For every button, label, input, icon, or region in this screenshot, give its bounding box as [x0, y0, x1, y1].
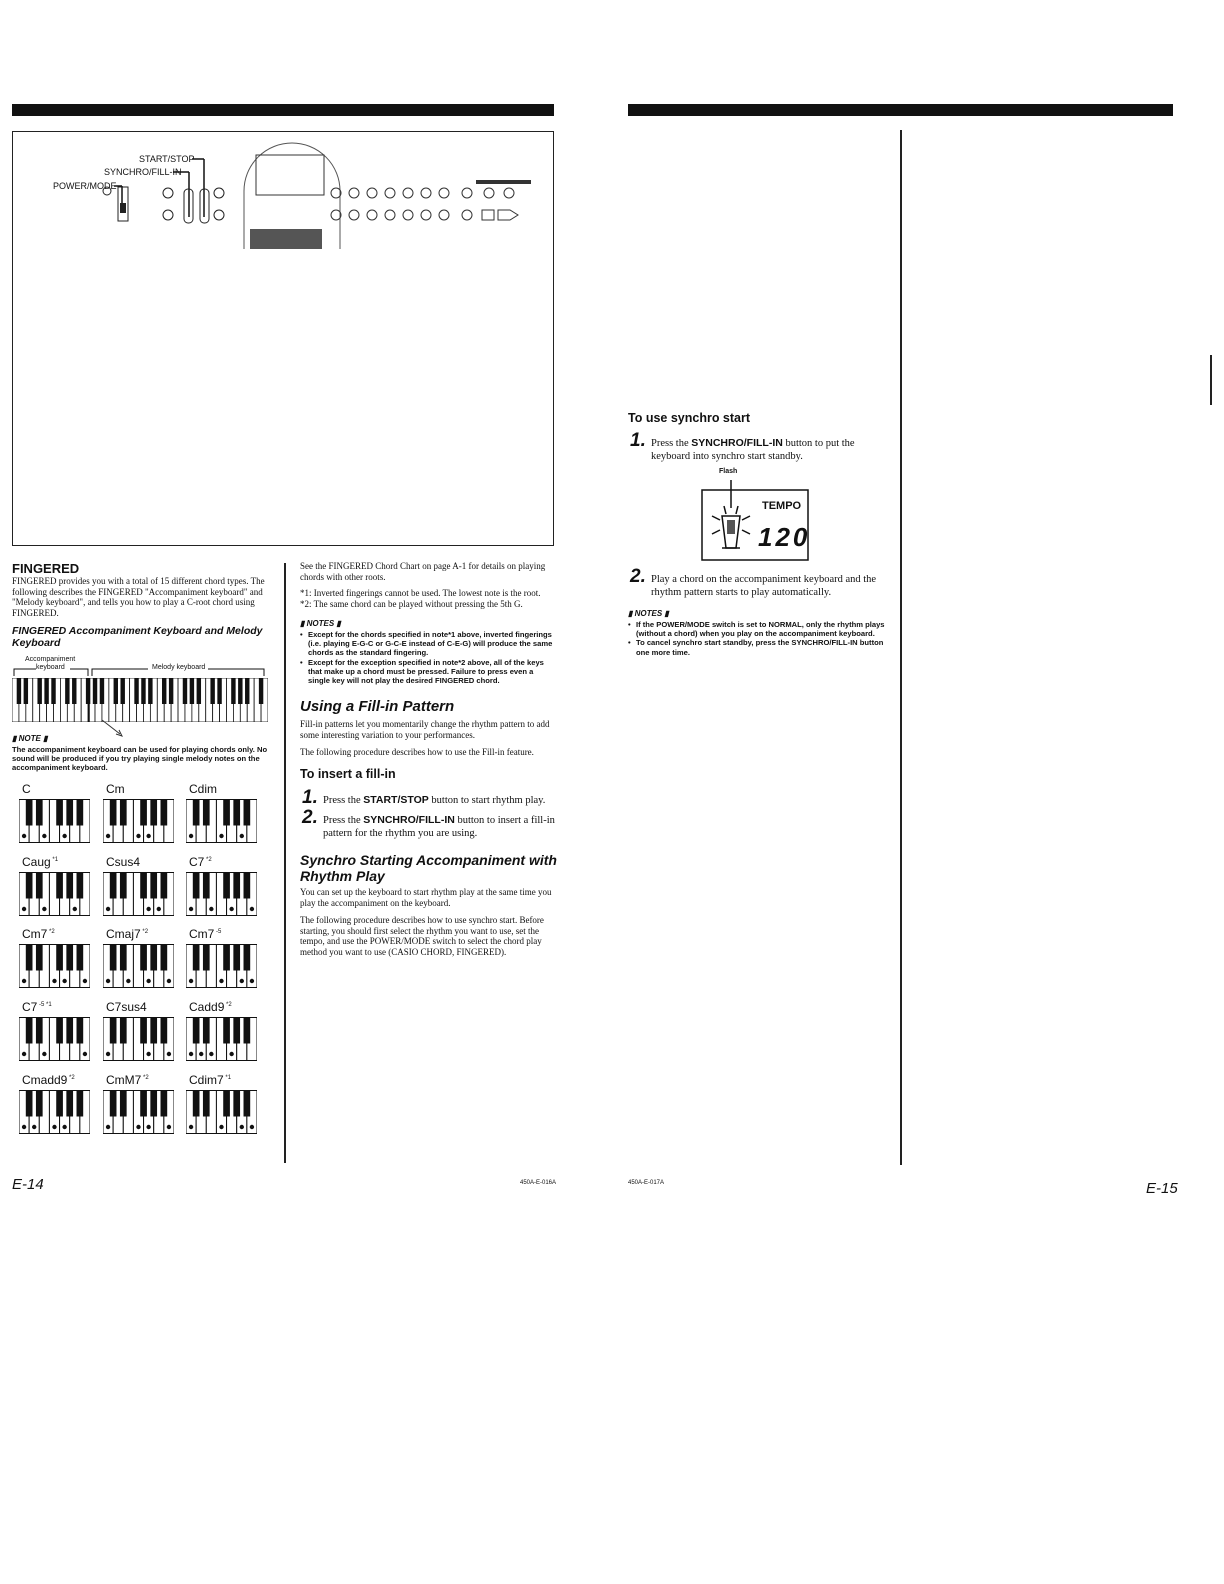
black-key: [193, 1091, 200, 1117]
black-key: [193, 1018, 200, 1044]
tempo-label: TEMPO: [762, 500, 802, 512]
chord-name-text: C7sus4: [106, 1000, 147, 1014]
chord-name-text: Cdim: [189, 782, 218, 796]
right-note-item: • If the POWER/MODE switch is set to NORMAL, only the rhythm plays (without a chord) when you play on the accompaniment keyboard.: [628, 620, 890, 638]
black-key: [66, 1091, 73, 1117]
fill-in-text-1: Fill-in patterns let you momentarily change the rhythm pattern to add some interesting variation to your performances.: [300, 719, 550, 740]
pressed-key-dot: [146, 979, 150, 983]
mid-notes-heading: ▮ NOTES ▮: [300, 619, 341, 628]
black-key: [140, 873, 147, 899]
pressed-key-dot: [240, 834, 244, 838]
pressed-key-dot: [219, 979, 223, 983]
chord-superscript: *2: [204, 857, 212, 863]
pressed-key-dot: [229, 907, 233, 911]
right-notes-list: [628, 620, 890, 657]
pointer-arrow: [100, 718, 130, 740]
startstop-button-ref: START/STOP: [363, 794, 429, 806]
fill-in-text-2: The following procedure describes how to use the Fill-in feature.: [300, 747, 534, 757]
footnote-2: *2: The same chord can be played without pressing the 5th G.: [300, 599, 523, 609]
pressed-key-dot: [22, 1052, 26, 1056]
right-step-2-number: 2.: [630, 566, 646, 587]
black-key: [134, 678, 138, 704]
chord-keyboard: [103, 799, 174, 843]
black-key: [203, 1091, 210, 1117]
pressed-key-dot: [22, 1125, 26, 1129]
page-number-right: E-15: [1146, 1180, 1178, 1197]
black-key: [120, 945, 127, 971]
chord-name-text: Csus4: [106, 855, 141, 869]
black-key: [161, 1091, 168, 1117]
black-key: [150, 873, 157, 899]
black-key: [36, 945, 43, 971]
black-key: [231, 678, 235, 704]
pressed-key-dot: [146, 1052, 150, 1056]
pressed-key-dot: [250, 1125, 254, 1129]
chord-keyboard: [186, 1090, 257, 1134]
black-key: [244, 1091, 251, 1117]
black-key: [36, 1091, 43, 1117]
black-key: [66, 1018, 73, 1044]
black-key: [56, 945, 63, 971]
chord-superscript: *1: [50, 857, 59, 863]
synchro-text-2: The following procedure describes how to use synchro start. Before starting, you should first select the rhythm you want to use, set the tempo, and use the POWER/MODE switch to select the chord play method you want to use (CASIO CHORD, FINGERED).: [300, 915, 544, 957]
chord-name: [22, 1000, 52, 1014]
pressed-key-dot: [199, 1052, 203, 1056]
pressed-key-dot: [136, 834, 140, 838]
black-key: [120, 1018, 127, 1044]
right-note-item: • To cancel synchro start standby, press the SYNCHRO/FILL-IN button one more time.: [628, 638, 890, 656]
pressed-key-dot: [106, 1052, 110, 1056]
pressed-key-dot: [42, 907, 46, 911]
black-key: [56, 1091, 63, 1117]
pressed-key-dot: [52, 1125, 56, 1129]
left-header-bar: [12, 104, 554, 116]
pressed-key-dot: [22, 834, 26, 838]
pressed-key-dot: [189, 834, 193, 838]
black-key: [26, 945, 33, 971]
chord-name: [106, 1073, 149, 1087]
chord-keyboard: [186, 1017, 257, 1061]
black-key: [193, 873, 200, 899]
chord-name: [189, 855, 212, 869]
keyboard-span-brackets: [12, 664, 268, 678]
mid-notes-heading-text: NOTES: [306, 619, 335, 628]
insert-fill-in-heading: To insert a fill-in: [300, 767, 396, 781]
black-key: [26, 873, 33, 899]
black-key: [77, 800, 84, 826]
black-key: [245, 678, 249, 704]
mid-step-1-pre: Press the: [323, 795, 364, 806]
pressed-key-dot: [146, 1125, 150, 1129]
column-divider-right: [900, 130, 902, 1165]
black-key: [161, 800, 168, 826]
black-key: [148, 678, 152, 704]
black-key: [203, 945, 210, 971]
chord-keyboard: [19, 799, 90, 843]
black-key: [110, 945, 117, 971]
chord-keyboard: [186, 799, 257, 843]
chord-name: [189, 782, 217, 796]
black-key: [26, 800, 33, 826]
black-key: [223, 945, 230, 971]
chord-name: [189, 927, 221, 941]
synchro-text-1: You can set up the keyboard to start rhythm play at the same time you play the accompaniment on the keyboard.: [300, 887, 552, 908]
chord-name-text: Cmadd9: [22, 1073, 68, 1087]
mid-note-item: • Except for the exception specified in note*2 above, all of the keys that make up a chord must be pressed. Failure to press even a single key will not play the desired FINGERED chord.: [300, 658, 556, 686]
black-key: [193, 945, 200, 971]
chord-keyboard: [103, 944, 174, 988]
right-notes-heading-text: NOTES: [634, 609, 663, 618]
right-step-1-number: 1.: [630, 430, 646, 451]
black-key: [197, 678, 201, 704]
black-key: [56, 800, 63, 826]
chord-name: [22, 855, 58, 869]
black-key: [120, 873, 127, 899]
mid-note-item: • Except for the chords specified in note*1 above, inverted fingerings (i.e. playing E-G-C or G-C-E instead of C-E-G) will produce the same chords as the standard fingering.: [300, 630, 556, 658]
black-key: [193, 800, 200, 826]
chord-keyboard: [103, 872, 174, 916]
mid-notes-list: [300, 630, 556, 685]
pressed-key-dot: [42, 1052, 46, 1056]
black-key: [203, 873, 210, 899]
tempo-value: 120: [758, 522, 811, 552]
pressed-key-dot: [106, 907, 110, 911]
black-key: [66, 800, 73, 826]
black-key: [17, 678, 21, 704]
pressed-key-dot: [189, 979, 193, 983]
black-key: [26, 1091, 33, 1117]
pressed-key-dot: [22, 979, 26, 983]
right-header-bar: [628, 104, 1173, 116]
label-power-mode: POWER/MODE: [53, 181, 117, 191]
black-key: [161, 945, 168, 971]
chord-superscript: -5 *1: [37, 1002, 52, 1008]
chart-intro: See the FINGERED Chord Chart on page A-1 for details on playing chords with other roots.: [300, 561, 546, 582]
right-synchro-button-ref: SYNCHRO/FILL-IN: [691, 437, 783, 449]
black-key: [150, 1091, 157, 1117]
pressed-key-dot: [219, 834, 223, 838]
black-key: [120, 1091, 127, 1117]
black-key: [120, 800, 127, 826]
pressed-key-dot: [209, 907, 213, 911]
black-key: [183, 678, 187, 704]
control-panel-illustration: [12, 131, 554, 263]
black-key: [190, 678, 194, 704]
pressed-key-dot: [42, 834, 46, 838]
label-synchro-fill-in: SYNCHRO/FILL-IN: [104, 167, 182, 177]
chord-superscript: *2: [140, 929, 149, 935]
mid-step-2-pre: Press the: [323, 815, 364, 826]
black-key: [140, 1091, 147, 1117]
chord-keyboard: [186, 872, 257, 916]
pressed-key-dot: [73, 907, 77, 911]
black-key: [259, 678, 263, 704]
chord-name-text: Cm: [106, 782, 125, 796]
black-key: [140, 1018, 147, 1044]
pressed-key-dot: [157, 907, 161, 911]
chord-keyboard: [103, 1017, 174, 1061]
black-key: [233, 800, 240, 826]
black-key: [77, 1091, 84, 1117]
black-key: [203, 1018, 210, 1044]
pressed-key-dot: [52, 979, 56, 983]
pressed-key-dot: [83, 1052, 87, 1056]
black-key: [223, 1091, 230, 1117]
chord-superscript: *2: [47, 929, 55, 935]
left-note-text: The accompaniment keyboard can be used for playing chords only. No sound will be produced if you try playing single melody notes on the accompaniment keyboard.: [12, 745, 268, 773]
black-key: [65, 678, 69, 704]
pressed-key-dot: [167, 1125, 171, 1129]
chord-keyboard: [186, 944, 257, 988]
black-key: [26, 1018, 33, 1044]
black-key: [100, 678, 104, 704]
chord-name: [189, 1000, 232, 1014]
black-key: [110, 873, 117, 899]
black-key: [37, 678, 41, 704]
footnote-1: *1: Inverted fingerings cannot be used. The lowest note is the root.: [300, 588, 541, 598]
mid-step-2-number: 2.: [302, 807, 318, 828]
pressed-key-dot: [189, 907, 193, 911]
pressed-key-dot: [167, 1052, 171, 1056]
pressed-key-dot: [240, 1125, 244, 1129]
chord-keyboard: [19, 1017, 90, 1061]
right-step-2-text: Play a chord on the accompaniment keyboard and the rhythm pattern starts to play automatically.: [651, 574, 877, 598]
label-startstop: START/STOP: [139, 154, 195, 164]
mid-step-1-text: [323, 794, 558, 807]
pressed-key-dot: [32, 1125, 36, 1129]
pressed-key-dot: [240, 979, 244, 983]
black-key: [161, 873, 168, 899]
synchro-start-heading: To use synchro start: [628, 411, 751, 425]
mid-step-1-post: button to start rhythm play.: [428, 795, 546, 806]
chord-name-text: Cm7: [189, 927, 215, 941]
black-key: [93, 678, 97, 704]
black-key: [223, 873, 230, 899]
black-key: [223, 800, 230, 826]
black-key: [244, 945, 251, 971]
chord-superscript: *2: [224, 1002, 232, 1008]
code-left: 450A-E-016A: [520, 1180, 557, 1186]
page-edge-right: [1210, 355, 1212, 405]
black-key: [44, 678, 48, 704]
chord-superscript: *2: [141, 1075, 149, 1081]
black-key: [210, 678, 214, 704]
chord-name-text: Cm7: [22, 927, 48, 941]
chord-name-text: C: [22, 782, 31, 796]
black-key: [244, 800, 251, 826]
chord-name: [22, 782, 31, 796]
black-key: [169, 678, 173, 704]
right-step-1-post: button to put the keyboard into synchro start standby.: [651, 438, 855, 462]
chord-keyboard: [19, 944, 90, 988]
chord-name-text: Cmaj7: [106, 927, 141, 941]
black-key: [66, 873, 73, 899]
chord-name-text: Cadd9: [189, 1000, 225, 1014]
black-key: [36, 1018, 43, 1044]
chord-name-text: C7: [22, 1000, 38, 1014]
black-key: [233, 1091, 240, 1117]
black-key: [77, 873, 84, 899]
black-key: [233, 945, 240, 971]
code-right: 450A-E-017A: [628, 1180, 665, 1186]
pressed-key-dot: [22, 907, 26, 911]
pressed-key-dot: [126, 979, 130, 983]
pressed-key-dot: [229, 1052, 233, 1056]
black-key: [233, 1018, 240, 1044]
note-heading-text: NOTE: [18, 734, 41, 743]
pressed-key-dot: [106, 979, 110, 983]
black-key: [120, 678, 124, 704]
chord-name: [22, 927, 55, 941]
black-key: [51, 678, 55, 704]
black-key: [72, 678, 76, 704]
black-key: [150, 1018, 157, 1044]
black-key: [140, 800, 147, 826]
fingered-text: FINGERED provides you with a total of 15 different chord types. The following describes the FINGERED "Accompaniment keyboard" and "Melody keyboard", and tells you how to play a C-root chord using FINGERED.: [12, 576, 265, 618]
black-key: [114, 678, 118, 704]
chord-name: [106, 855, 140, 869]
black-key: [77, 1018, 84, 1044]
acc-label-2: keyboard: [36, 664, 65, 671]
black-key: [223, 1018, 230, 1044]
chord-superscript: *1: [223, 1075, 232, 1081]
pressed-key-dot: [250, 907, 254, 911]
black-key: [24, 678, 28, 704]
pressed-key-dot: [62, 1125, 66, 1129]
chord-name-text: Caug: [22, 855, 51, 869]
chord-superscript: *2: [67, 1075, 75, 1081]
chord-name: [106, 927, 148, 941]
synchro-heading: Synchro Starting Accompaniment with Rhythm Play: [300, 852, 557, 884]
black-key: [150, 800, 157, 826]
pressed-key-dot: [209, 1052, 213, 1056]
pressed-key-dot: [189, 1125, 193, 1129]
pressed-key-dot: [219, 1125, 223, 1129]
chord-superscript: -5: [214, 929, 222, 935]
pressed-key-dot: [106, 834, 110, 838]
page-number-left: E-14: [12, 1176, 44, 1193]
pressed-key-dot: [62, 979, 66, 983]
acc-label-1: Accompaniment: [25, 656, 76, 663]
black-key: [161, 1018, 168, 1044]
black-key: [233, 873, 240, 899]
black-key: [36, 800, 43, 826]
column-divider-left: [284, 563, 286, 1163]
flash-label: Flash: [719, 468, 738, 475]
synchro-button-ref: SYNCHRO/FILL-IN: [363, 814, 455, 826]
chord-name: [106, 782, 125, 796]
black-key: [162, 678, 166, 704]
mid-step-2-text: [323, 814, 558, 840]
black-key: [140, 945, 147, 971]
black-key: [36, 873, 43, 899]
melody-label: Melody keyboard: [152, 664, 206, 671]
chord-name: [106, 1000, 147, 1014]
chord-name-text: C7: [189, 855, 205, 869]
black-key: [244, 1018, 251, 1044]
fingered-subheading: FINGERED Accompaniment Keyboard and Melody Keyboard: [12, 625, 263, 649]
black-key: [66, 945, 73, 971]
black-key: [110, 800, 117, 826]
mid-step-2-post: button to insert a fill-in pattern for the rhythm you are using.: [323, 815, 555, 839]
chord-keyboard: [19, 872, 90, 916]
pressed-key-dot: [106, 1125, 110, 1129]
right-step-1-text: [651, 437, 888, 463]
fingered-heading: FINGERED: [12, 561, 80, 576]
chord-keyboard: [19, 1090, 90, 1134]
pressed-key-dot: [250, 979, 254, 983]
black-key: [244, 873, 251, 899]
black-key: [203, 800, 210, 826]
chord-name: [189, 1073, 231, 1087]
black-key: [56, 1018, 63, 1044]
chord-name-text: Cdim7: [189, 1073, 224, 1087]
black-key: [150, 945, 157, 971]
black-key: [110, 1091, 117, 1117]
pressed-key-dot: [136, 1125, 140, 1129]
right-step-1-pre: Press the: [651, 438, 692, 449]
mid-step-1-number: 1.: [302, 787, 318, 808]
pressed-key-dot: [146, 834, 150, 838]
black-key: [56, 873, 63, 899]
black-key: [238, 678, 242, 704]
black-key: [110, 1018, 117, 1044]
full-keyboard-diagram: [12, 678, 268, 722]
chord-name-text: CmM7: [106, 1073, 142, 1087]
chord-keyboard: [103, 1090, 174, 1134]
chord-name: [22, 1073, 75, 1087]
pressed-key-dot: [189, 1052, 193, 1056]
pressed-key-dot: [62, 834, 66, 838]
left-note-heading: ▮ NOTE ▮: [12, 734, 48, 743]
pressed-key-dot: [167, 979, 171, 983]
black-key: [77, 945, 84, 971]
fill-in-heading: Using a Fill-in Pattern: [300, 698, 455, 715]
pressed-key-dot: [83, 979, 87, 983]
pressed-key-dot: [146, 907, 150, 911]
right-notes-heading: ▮ NOTES ▮: [628, 609, 669, 618]
black-key: [141, 678, 145, 704]
black-key: [217, 678, 221, 704]
